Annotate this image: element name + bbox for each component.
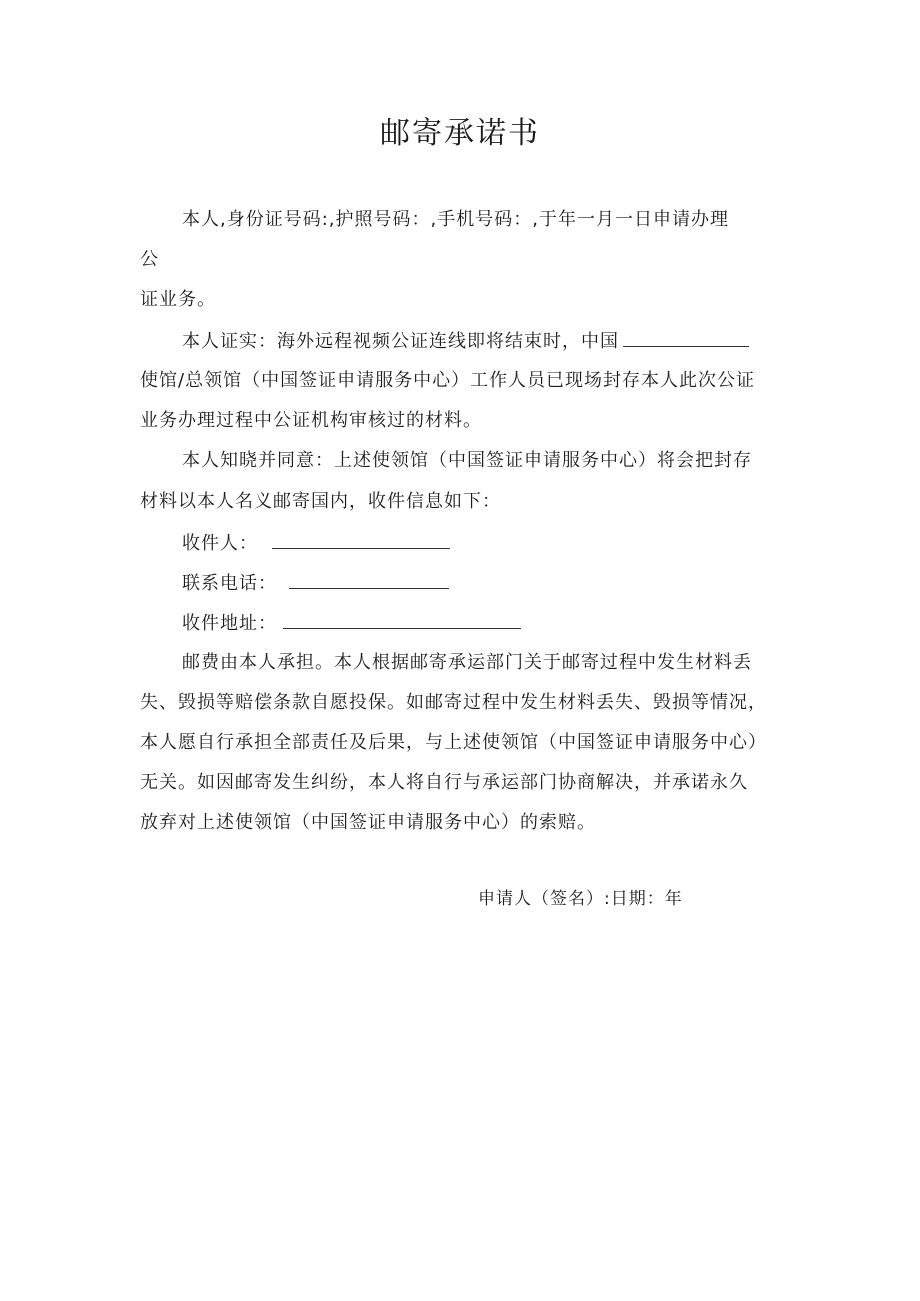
address-blank bbox=[283, 608, 521, 629]
para4-line3: 本人愿自行承担全部责任及后果，与上述使领馆（中国签证申请服务中心） bbox=[140, 732, 767, 753]
para4-line1: 邮费由本人承担。本人根据邮寄承运部门关于邮寄过程中发生材料丢 bbox=[182, 652, 752, 673]
para2-line1-text: 本人证实：海外远程视频公证连线即将结束时，中国 bbox=[182, 331, 619, 352]
para2-line1 bbox=[182, 326, 749, 356]
para1-line1: 本人,身份证号码:,护照号码：,手机号码：,于年一月一日申请办理 bbox=[182, 209, 729, 230]
recipient-blank bbox=[272, 528, 450, 549]
para2-line2: 使馆/总领馆（中国签证申请服务中心）工作人员已现场封存本人此次公证 bbox=[140, 370, 756, 391]
para1-line3: 证业务。 bbox=[140, 289, 216, 310]
document-title: 邮寄承诺书 bbox=[380, 116, 540, 151]
para4-line5: 放弃对上述使领馆（中国签证申请服务中心）的索赔。 bbox=[140, 812, 596, 833]
para4-line2: 失、毁损等赔偿条款自愿投保。如邮寄过程中发生材料丢失、毁损等情况， bbox=[140, 692, 767, 713]
address-field bbox=[182, 608, 521, 638]
phone-blank bbox=[289, 568, 449, 589]
phone-field bbox=[182, 568, 449, 598]
recipient-label: 收件人： bbox=[182, 533, 258, 554]
address-label: 收件地址： bbox=[182, 613, 277, 634]
consulate-name-blank bbox=[623, 326, 749, 347]
para1-line2: 公 bbox=[140, 249, 159, 270]
signature-date-line: 申请人（签名）:日期：年 bbox=[478, 889, 683, 909]
para2-line3: 业务办理过程中公证机构审核过的材料。 bbox=[140, 410, 482, 431]
para3-line1: 本人知晓并同意：上述使领馆（中国签证申请服务中心）将会把封存 bbox=[182, 450, 752, 471]
recipient-field bbox=[182, 528, 450, 558]
para4-line4: 无关。如因邮寄发生纠纷，本人将自行与承运部门协商解决，并承诺永久 bbox=[140, 772, 748, 793]
phone-label: 联系电话： bbox=[182, 573, 277, 594]
para3-line2: 材料以本人名义邮寄国内，收件信息如下： bbox=[140, 491, 501, 512]
